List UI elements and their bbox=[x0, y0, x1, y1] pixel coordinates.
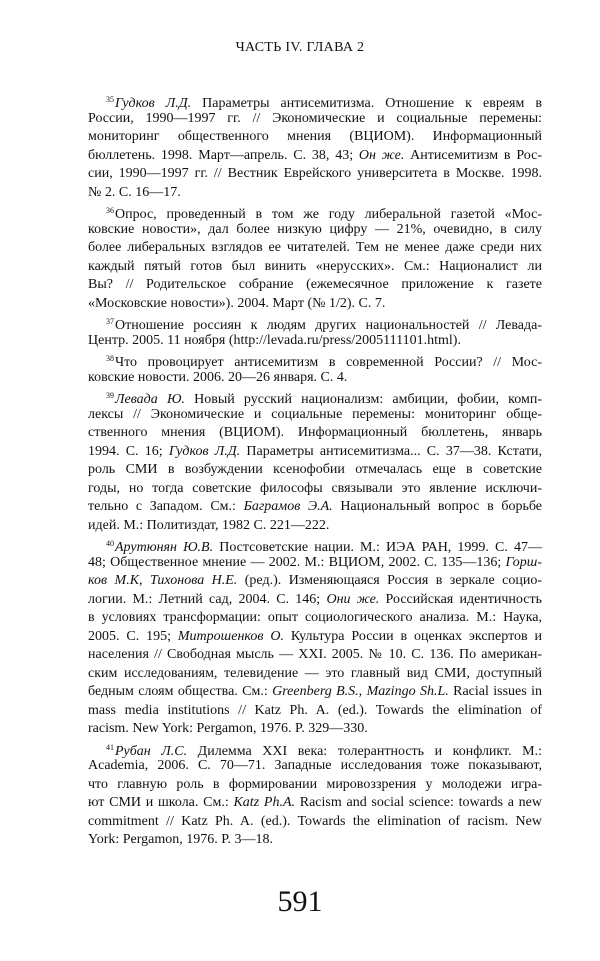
footnote-line bbox=[88, 739, 542, 758]
footnote-text: мониторинг общественного мнения (ВЦИОМ). Информационный bbox=[88, 129, 542, 144]
footnote-text: Что провоцирует антисемитизм в современной России? // Мос- bbox=[115, 355, 542, 370]
footnote-text: роль СМИ в возбуждении ксенофобии отмечалась еще в советские bbox=[88, 462, 542, 477]
footnote-number: 36 bbox=[106, 206, 114, 215]
footnote-line bbox=[88, 387, 542, 406]
footnote-text: № 2. С. 16—17. bbox=[88, 184, 181, 200]
footnote-line bbox=[88, 517, 542, 536]
footnote-text: Academia, 2006. С. 70—71. Западные исследования тоже показывают, bbox=[88, 758, 542, 773]
footnote-line bbox=[88, 702, 542, 721]
footnote bbox=[88, 91, 542, 202]
footnote-line bbox=[88, 461, 542, 480]
italic-author: Гудков Л.Д. bbox=[168, 443, 241, 459]
footnote-text: (ред.). Изменяющаяся Россия в зеркале социо- bbox=[237, 573, 542, 588]
page-number: 591 bbox=[277, 885, 323, 918]
footnote-text: идей. М.: Политиздат, 1982 С. 221—222. bbox=[88, 517, 330, 533]
footnote-line bbox=[88, 369, 542, 388]
italic-author: Баграмов Э.А. bbox=[243, 499, 333, 514]
footnote-text: логии. М.: Летний сад, 2004. С. 146; bbox=[88, 591, 327, 607]
footnote-line bbox=[88, 591, 542, 610]
footnotes bbox=[88, 91, 542, 850]
footnote-line bbox=[88, 258, 542, 277]
footnote-line bbox=[88, 683, 542, 702]
italic-author: Он же. bbox=[358, 147, 405, 163]
footnote-line bbox=[88, 720, 542, 739]
footnote-line bbox=[88, 554, 542, 573]
footnote-number: 35 bbox=[106, 95, 114, 104]
footnote-text: mass media institutions // Katz Ph. A. (ed.). Towards the elimination of bbox=[88, 702, 542, 718]
footnote-text: Опрос, проведенный в том же году либеральной газетой «Мос- bbox=[115, 207, 542, 222]
footnote-line bbox=[88, 202, 542, 221]
footnote-text: Racial issues in bbox=[448, 684, 542, 699]
footnote-line bbox=[88, 776, 542, 795]
footnote-number: 38 bbox=[106, 354, 114, 363]
footnote-number: 41 bbox=[106, 742, 114, 752]
footnote-text: каждый пятый готов был винить «нерусских». См.: Националист ли bbox=[88, 258, 542, 274]
footnote-text: Антисемитизм в Рос- bbox=[404, 147, 542, 163]
footnote-line bbox=[88, 239, 542, 258]
footnote-text: ковские новости. 2006. 20—26 января. С. 4. bbox=[88, 369, 348, 385]
footnote-text: годы, но тогда советские философы связывали это явление исключи- bbox=[88, 480, 542, 496]
footnote-number: 39 bbox=[106, 391, 114, 400]
italic-author: Гудков Л.Д. bbox=[115, 96, 192, 111]
footnote-text: что главную роль в формировании мировоззрения у молодежи игра- bbox=[88, 776, 542, 792]
footnote-text: ским исследованиям, телевидение — это главный вид СМИ, доступный bbox=[88, 665, 542, 681]
footnote-line bbox=[88, 221, 542, 240]
footnote-line bbox=[88, 332, 542, 351]
footnote-text: тельно с Западом. См.: bbox=[88, 499, 244, 514]
footnote-text: ственного мнения (ВЦИОМ). Информационный бюллетень, январь bbox=[88, 425, 542, 440]
footnote-line bbox=[88, 646, 542, 665]
italic-author: ков М.К, Тихонова Н.Е. bbox=[88, 573, 238, 588]
footnote-text: лексы // Экономические и социальные перемены: мониторинг обще- bbox=[88, 406, 542, 422]
italic-author: Митрошенков О. bbox=[177, 628, 284, 644]
footnote-text: населения // Свободная мысль — XXI. 2005. № 10. С. 136. По американ- bbox=[88, 647, 542, 662]
footnote-line bbox=[88, 813, 542, 832]
footnote-line bbox=[88, 313, 542, 332]
italic-author: Katz Ph.A. bbox=[233, 795, 295, 810]
footnote-line bbox=[88, 572, 542, 591]
italic-author: Рубан Л.С. bbox=[115, 743, 188, 759]
footnote bbox=[88, 350, 542, 387]
footnote-text: более либеральных взглядов ее читателей. Тем не менее даже среди них bbox=[88, 240, 542, 255]
footnote-text: York: Pergamon, 1976. P. 3—18. bbox=[88, 832, 274, 847]
footnote-text: бедным слоям общества. См.: bbox=[88, 684, 273, 699]
footnote-text: бюллетень. 1998. Март—апрель. С. 38, 43; bbox=[88, 147, 359, 163]
footnote-line bbox=[88, 757, 542, 776]
footnote-text: Российская идентичность bbox=[379, 591, 542, 607]
footnote-line bbox=[88, 535, 542, 554]
footnote-number: 37 bbox=[106, 317, 114, 326]
footnote-text: ют СМИ и школа. См.: bbox=[88, 795, 234, 810]
footnote-text: Национальный вопрос в борьбе bbox=[332, 499, 543, 514]
footnote-text: Racism and social science: towards a new bbox=[295, 795, 542, 810]
footnote-text: «Московские новости»). 2004. Март (№ 1/2). С. 7. bbox=[88, 295, 386, 311]
footnote-line bbox=[88, 609, 542, 628]
footnote-line bbox=[88, 424, 542, 443]
footnote bbox=[88, 202, 542, 313]
footnote-text: России, 1990—1997 гг. // Экономические и социальные перемены: bbox=[88, 110, 542, 126]
footnote-line bbox=[88, 295, 542, 314]
footnote-line bbox=[88, 498, 542, 517]
footnote-line bbox=[88, 110, 542, 129]
footnote-text: 1994. С. 16; bbox=[88, 443, 169, 459]
footnote-text: 2005. С. 195; bbox=[88, 628, 178, 644]
footnote bbox=[88, 535, 542, 739]
footnote-text: Культура России в оценках экспертов и bbox=[283, 628, 542, 644]
footnote-text: Отношение россиян к людям других национальностей // Левада- bbox=[115, 318, 542, 333]
footnote-text: сии, 1990—1997 гг. // Вестник Еврейского университета в Москве. 1998. bbox=[88, 166, 542, 181]
footnote-line bbox=[88, 794, 542, 813]
footnote bbox=[88, 313, 542, 350]
italic-author: Горш- bbox=[505, 554, 542, 570]
footnote-line bbox=[88, 443, 542, 462]
footnote-text: в условиях трансформации: опыт социологического анализа. М.: Наука, bbox=[88, 610, 542, 625]
italic-author: Greenberg B.S., Mazingo Sh.L. bbox=[272, 684, 449, 699]
footnote-line bbox=[88, 350, 542, 369]
footnote-line bbox=[88, 91, 542, 110]
italic-author: Они же. bbox=[326, 591, 380, 607]
footnote-text: Вы? // Родительское собрание (ежемесячное приложение к газете bbox=[88, 277, 542, 292]
footnote-line bbox=[88, 480, 542, 499]
footnote-text: commitment // Katz Ph. A. (ed.). Towards the elimination of racism. New bbox=[88, 813, 542, 829]
footnote-line bbox=[88, 128, 542, 147]
footnote-text: 48; Общественное мнение — 2002. М.: ВЦИОМ, 2002. С. 135—136; bbox=[88, 554, 506, 570]
footnote-text: ковские новости», дал более низкую цифру — 21%, очевидно, в силу bbox=[88, 221, 542, 237]
footnote-text: Дилемма XXI века: толерантность и конфликт. М.: bbox=[187, 743, 542, 759]
footnote bbox=[88, 739, 542, 850]
footnote-line bbox=[88, 147, 542, 166]
footnote-text: Постсоветские нации. М.: ИЭА РАН, 1999. С. 47— bbox=[213, 540, 543, 555]
footnote-text: Параметры антисемитизма... С. 37—38. Кстати, bbox=[240, 443, 542, 459]
footnote-line bbox=[88, 628, 542, 647]
footnote-line bbox=[88, 276, 542, 295]
footnote-text: Новый русский национализм: амбиции, фобии, комп- bbox=[184, 392, 542, 407]
running-header: ЧАСТЬ IV. ГЛАВА 2 bbox=[235, 40, 365, 55]
footnote-number: 40 bbox=[106, 539, 114, 548]
footnote-text: Центр. 2005. 11 ноября (http://levada.ru/press/2005111101.html). bbox=[88, 332, 461, 348]
footnote bbox=[88, 387, 542, 535]
footnote-line bbox=[88, 184, 542, 203]
footnote-line bbox=[88, 165, 542, 184]
footnote-text: Параметры антисемитизма. Отношение к евреям в bbox=[191, 96, 542, 111]
footnote-line bbox=[88, 831, 542, 850]
footnote-line bbox=[88, 406, 542, 425]
footnote-line bbox=[88, 665, 542, 684]
italic-author: Левада Ю. bbox=[115, 392, 185, 407]
footnote-text: racism. New York: Pergamon, 1976. P. 329—330. bbox=[88, 721, 368, 736]
italic-author: Арутюнян Ю.В. bbox=[115, 540, 214, 555]
